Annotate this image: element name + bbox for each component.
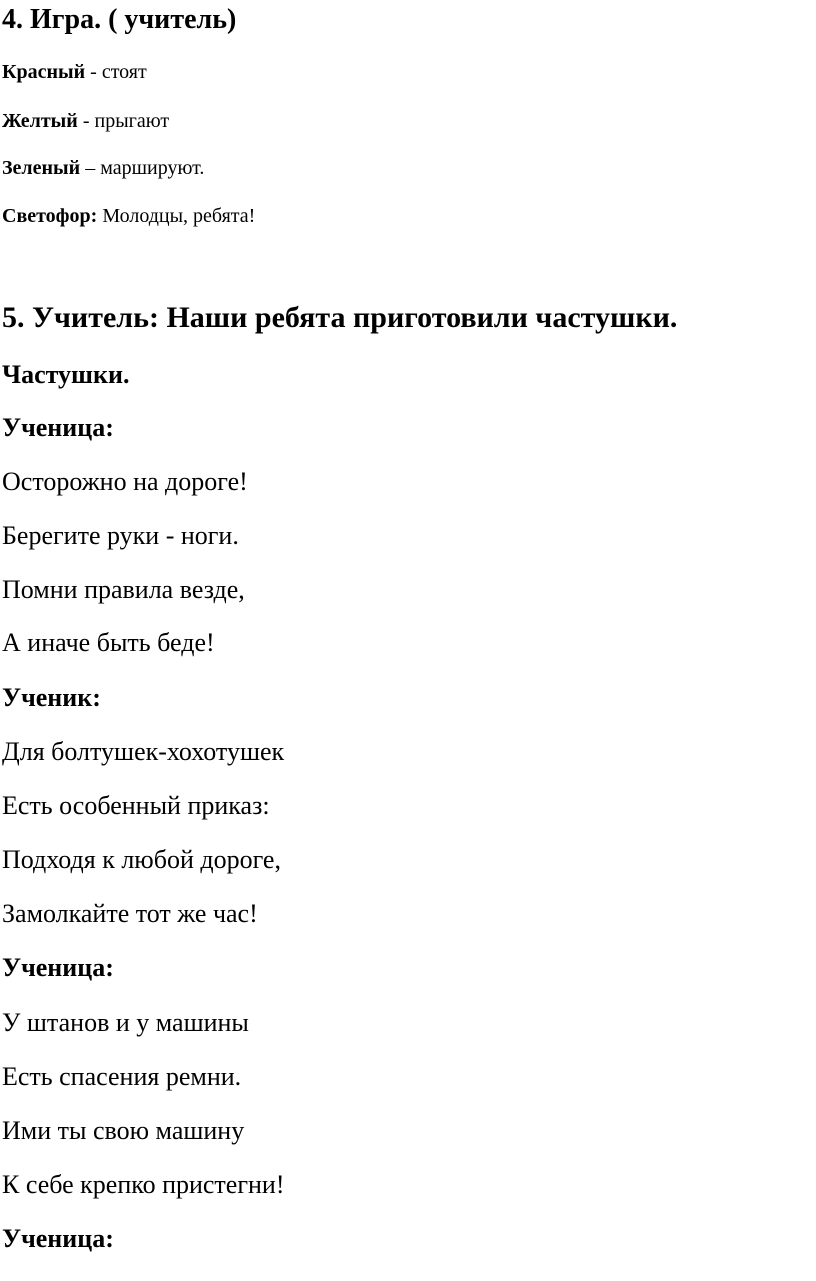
game-item-traffic-light <box>2 206 255 226</box>
verse-line: Замолкайте тот же час! <box>2 899 258 928</box>
verse-speaker: Ученица: <box>2 413 114 442</box>
verse-line: Осторожно на дороге! <box>2 467 248 496</box>
verse-line: А иначе быть беде! <box>2 628 215 657</box>
game-item-red <box>2 62 147 82</box>
verse-line: К себе крепко пристегни! <box>2 1170 285 1199</box>
game-title: 4. Игра. ( учитель) <box>2 4 237 35</box>
game-item-text: - прыгают <box>77 110 170 132</box>
game-item-yellow <box>2 111 169 131</box>
section-title: 5. Учитель: Наши ребята приготовили частушки. <box>2 301 678 334</box>
verse-line: Есть спасения ремни. <box>2 1062 242 1091</box>
verse-line: Для болтушек-хохотушек <box>2 737 285 766</box>
verse-speaker: Ученик: <box>2 683 101 712</box>
game-item-label: Зеленый <box>2 157 81 179</box>
verse-speaker: Ученица: <box>2 953 114 982</box>
verse-line: У штанов и у машины <box>2 1008 249 1037</box>
verse-line: Берегите руки - ноги. <box>2 521 239 550</box>
verse-line: Помни правила везде, <box>2 575 245 604</box>
verse-line: Есть особенный приказ: <box>2 791 270 820</box>
game-item-label: Светофор: <box>2 205 98 227</box>
game-item-label: Красный <box>2 61 86 83</box>
verse-speaker: Ученица: <box>2 1224 114 1253</box>
verse-line: Подходя к любой дороге, <box>2 845 281 874</box>
game-item-label: Желтый <box>2 110 78 132</box>
game-item-green <box>2 158 204 178</box>
section-subtitle: Частушки. <box>2 360 130 389</box>
game-item-text: - стоят <box>85 61 147 83</box>
game-item-text: – маршируют. <box>80 157 205 179</box>
game-item-text: Молодцы, ребята! <box>97 205 256 227</box>
verse-line: Ими ты свою машину <box>2 1116 245 1145</box>
